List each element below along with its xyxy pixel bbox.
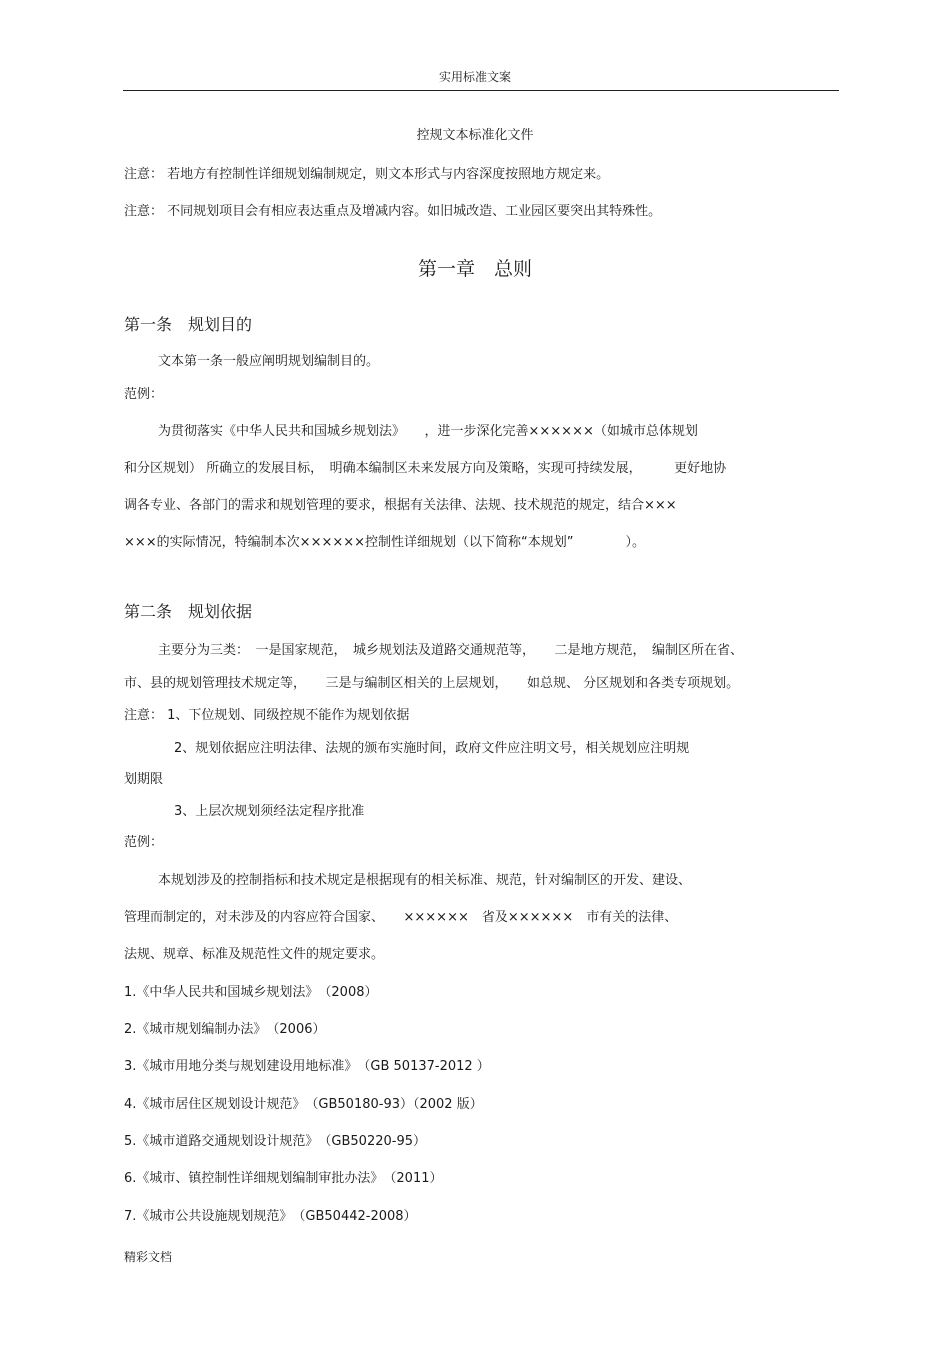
example-line: 法规、规章、标准及规范性文件的规定要求。	[124, 947, 385, 962]
page-header: 实用标准文案	[438, 70, 511, 84]
article-2-note-line: 2、规划依据应注明法律、法规的颁布实施时间，政府文件应注明文号，相关规划应注明规	[174, 741, 690, 756]
example-line: 为贯彻落实《中华人民共和国城乡规划法》 ，进一步深化完善××××××（如城市总体规划	[158, 424, 698, 439]
example-line: 和分区规划） 所确立的发展目标， 明确本编制区未来发展方向及策略，实现可持续发展， 更好地协	[124, 461, 727, 476]
example-label: 范例：	[124, 835, 164, 850]
example-line: 调各专业、各部门的需求和规划管理的要求，根据有关法律、法规、技术规范的规定，结合×××	[124, 498, 677, 513]
article-2-note-line: 3、上层次规划须经法定程序批准	[174, 804, 365, 819]
header-rule	[123, 90, 839, 91]
reference-item: 5.《城市道路交通规划设计规范》 （GB50220-95）	[124, 1134, 426, 1149]
article-2-intro-line: 主要分为三类： 一是国家规范， 城乡规划法及道路交通规范等， 二是地方规范， 编制区所在省、	[158, 643, 744, 658]
reference-item: 4.《城市居住区规划设计规范》 （GB50180-93）（2002 版）	[124, 1097, 483, 1112]
article-2-note-line: 划期限	[124, 772, 164, 787]
document-title: 控规文本标准化文件	[416, 128, 534, 143]
example-label: 范例：	[124, 387, 164, 402]
article-2-title: 第二条 规划依据	[124, 602, 253, 621]
reference-item: 6.《城市、镇控制性详细规划编制审批办法》 （2011）	[124, 1171, 443, 1186]
reference-item: 2.《城市规划编制办法》 （2006）	[124, 1022, 326, 1037]
example-line: ×××的实际情况，特编制本次××××××控制性详细规划（以下简称“本规划” ）。	[124, 535, 646, 550]
article-1-intro: 文本第一条一般应阐明规划编制目的。	[158, 354, 380, 369]
example-line: 本规划涉及的控制指标和技术规定是根据现有的相关标准、规范，针对编制区的开发、建设、	[158, 873, 692, 888]
note-line: 注意： 若地方有控制性详细规划编制规定，则文本形式与内容深度按照地方规定来。	[124, 167, 610, 182]
note-line: 注意： 不同规划项目会有相应表达重点及增减内容。如旧城改造、工业园区要突出其特殊性。	[124, 204, 662, 219]
article-2-note-line: 注意： 1、下位规划、同级控规不能作为规划依据	[124, 708, 410, 723]
reference-item: 7.《城市公共设施规划规范》 （GB50442-2008）	[124, 1209, 417, 1224]
article-2-intro-line: 市、县的规划管理技术规定等， 三是与编制区相关的上层规划， 如总规、 分区规划和各类专项规划。	[124, 676, 740, 691]
example-line: 管理而制定的，对未涉及的内容应符合国家、 ×××××× 省及×××××× 市有关的法律、	[124, 910, 678, 925]
reference-item: 3.《城市用地分类与规划建设用地标准》 （GB 50137-2012 ）	[124, 1059, 490, 1074]
article-1-title: 第一条 规划目的	[124, 315, 253, 334]
reference-item: 1.《中华人民共和国城乡规划法》 （2008）	[124, 985, 378, 1000]
page-footer: 精彩文档	[124, 1250, 173, 1264]
chapter-title: 第一章 总则	[417, 258, 532, 280]
